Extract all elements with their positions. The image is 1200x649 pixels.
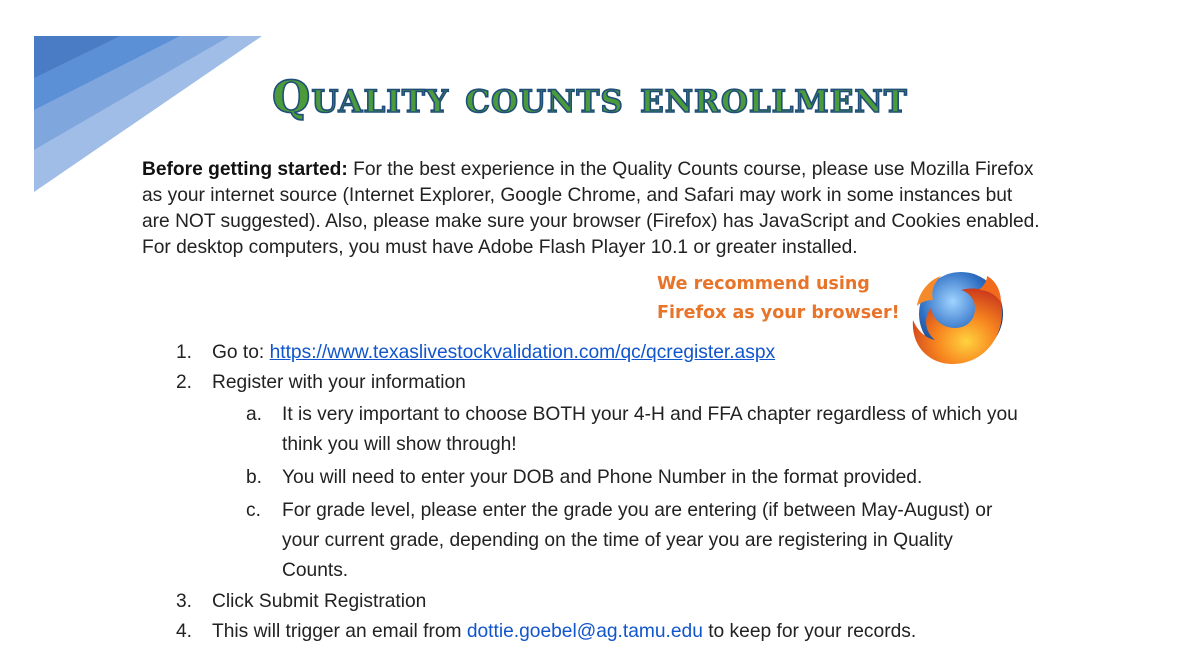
substep-b: [246, 463, 1021, 493]
page-title: Quality counts enrollment: [272, 72, 908, 123]
step-prefix: This will trigger an email from: [212, 621, 467, 642]
substep-letter: b.: [246, 467, 263, 488]
intro-paragraph: [142, 157, 1042, 261]
step-2-substeps: [246, 400, 1021, 586]
intro-lead: Before getting started:: [142, 159, 348, 180]
step-number: 2.: [176, 372, 193, 393]
callout-line-1: We recommend using: [657, 274, 870, 294]
firefox-callout: [657, 270, 900, 328]
step-text: Register with your information: [212, 372, 466, 393]
callout-line-2: Firefox as your browser!: [657, 303, 900, 323]
substep-letter: a.: [246, 404, 263, 425]
substep-text: It is very important to choose BOTH your 4-H and FFA chapter regardless of which you think you will show through!: [282, 404, 1018, 455]
substep-text: For grade level, please enter the grade you are entering (if between May-August) or your current grade, depending on the time of year you are registering in Quality Counts.: [282, 500, 993, 581]
step-2: [176, 370, 1056, 396]
step-text: [212, 619, 916, 645]
substep-letter: c.: [246, 500, 261, 521]
substep-text: You will need to enter your DOB and Phone Number in the format provided.: [282, 467, 923, 488]
register-link[interactable]: https://www.texaslivestockvalidation.com/qc/qcregister.aspx: [269, 342, 776, 363]
email-link[interactable]: dottie.goebel@ag.tamu.edu: [466, 621, 703, 642]
step-number: 4.: [176, 621, 193, 642]
intro-text: For the best experience in the Quality Counts course, please use Mozilla Firefox as your internet source (Internet Explorer, Google Chrome, and Safari may work in some instances but are NOT suggested). Also, please make sure your browser (Firefox) has JavaScript and Cookies enabled. For desktop computers, you must have Adobe Flash Player 10.1 or greater installed.: [142, 159, 1040, 258]
step-3: [176, 589, 1056, 615]
step-4: [176, 619, 1056, 645]
step-text: Click Submit Registration: [212, 591, 427, 612]
step-prefix: Go to:: [212, 342, 270, 363]
step-number: 1.: [176, 342, 193, 363]
substep-a: [246, 400, 1021, 460]
substep-c: [246, 496, 1021, 586]
enrollment-steps: [176, 340, 1056, 649]
step-1: [176, 340, 1056, 366]
step-number: 3.: [176, 591, 193, 612]
step-text: [212, 340, 775, 366]
step-suffix: to keep for your records.: [702, 621, 917, 642]
